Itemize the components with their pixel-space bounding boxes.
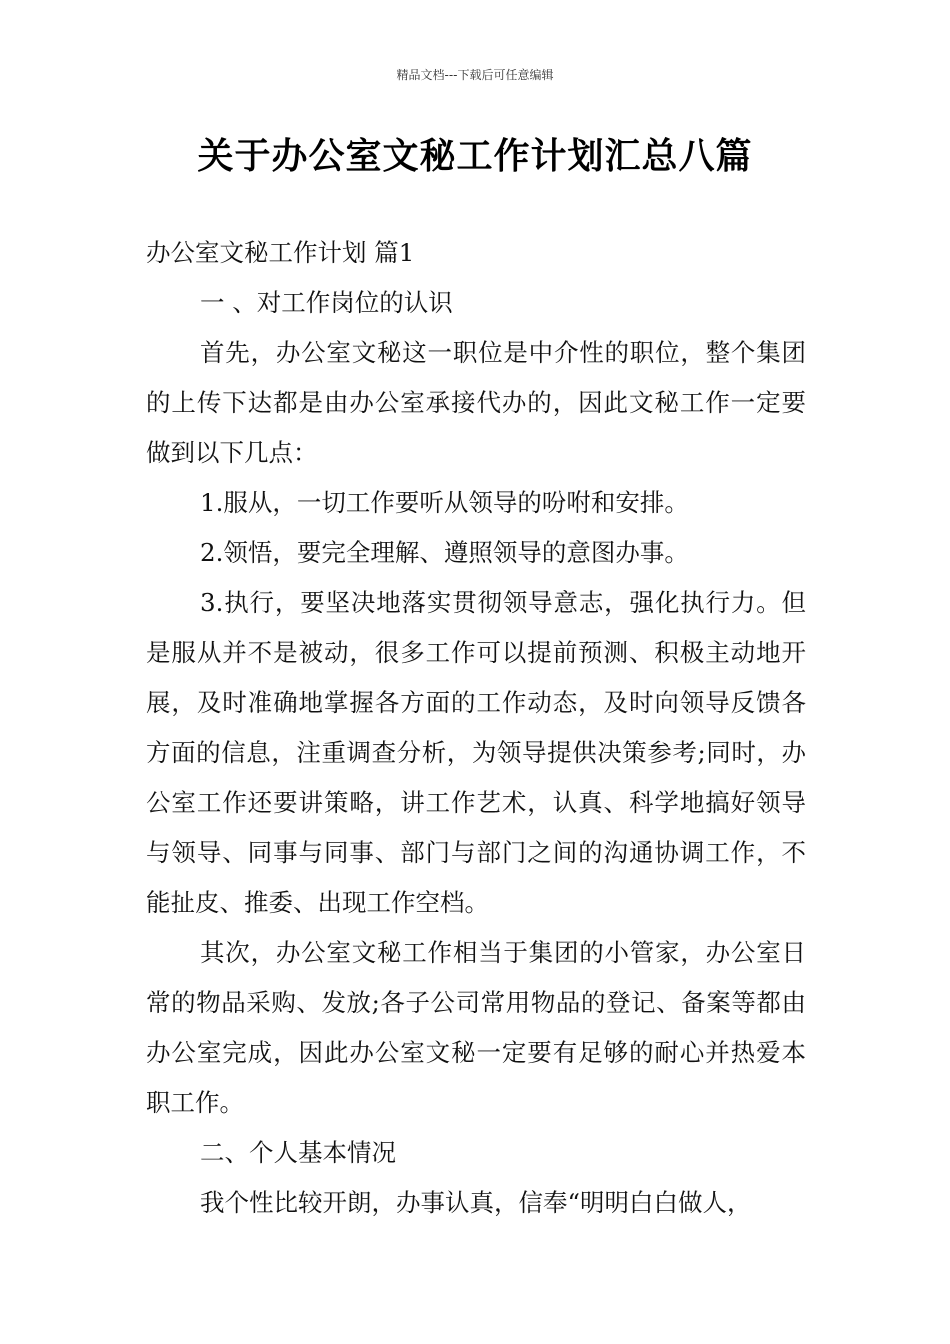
list-item: 2.领悟，要完全理解、遵照领导的意图办事。 — [200, 538, 689, 567]
paragraph: 其次，办公室文秘工作相当于集团的小管家，办公室日常的物品采购、发放;各子公司常用物品的登记、备案等都由办公室完成，因此办公室文秘一定要有足够的耐心并热爱本职工作。 — [146, 938, 806, 1117]
paragraph: 我个性比较开朗，办事认真，信奉“明明白白做人， — [200, 1188, 752, 1217]
section-title: 办公室文秘工作计划 篇1 — [146, 238, 415, 267]
heading-personal-info: 二、个人基本情况 — [200, 1138, 396, 1167]
heading-job-understanding: 一 、对工作岗位的认识 — [200, 288, 453, 317]
list-item: 3.执行，要坚决地落实贯彻领导意志，强化执行力。但是服从并不是被动，很多工作可以提前预测、积极主动地开展，及时准确地掌握各方面的工作动态，及时向领导反馈各方面的信息，注重调查分析，为领导提供决策参考;同时，办公室工作还要讲策略，讲工作艺术，认真、科学地搞好领导与领导、同事与同事、部门与部门之间的沟通协调工作，不能扯皮、推委、出现工作空档。 — [146, 588, 806, 917]
document-body — [146, 228, 806, 1228]
document-title: 关于办公室文秘工作计划汇总八篇 — [197, 136, 753, 177]
header-note: 精品文档---下载后可任意编辑 — [396, 68, 554, 82]
list-item: 1.服从，一切工作要听从领导的吩咐和安排。 — [200, 488, 689, 517]
paragraph: 首先，办公室文秘这一职位是中介性的职位，整个集团的上传下达都是由办公室承接代办的，因此文秘工作一定要做到以下几点： — [146, 338, 806, 467]
